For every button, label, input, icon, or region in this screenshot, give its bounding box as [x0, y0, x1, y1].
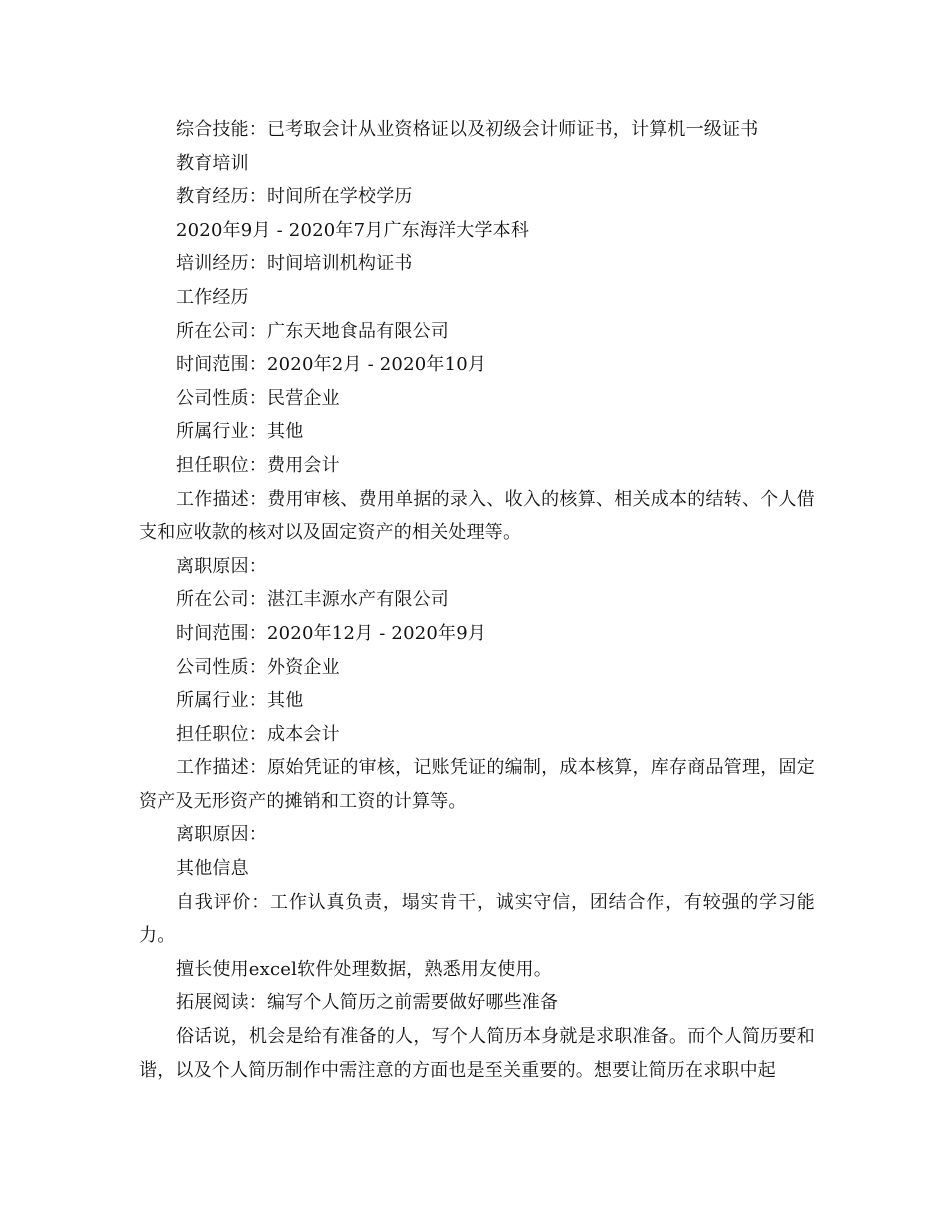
- job1-company-type: 公司性质：民营企业: [176, 387, 340, 409]
- job2-description: 工作描述：原始凭证的审核，记账凭证的编制，成本核算，库存商品管理，固定资产及无形资产的摊销和工资的计算等。: [139, 757, 815, 812]
- job1-company: 所在公司：广东天地食品有限公司: [176, 320, 449, 342]
- job2-company: 所在公司：湛江丰源水产有限公司: [176, 589, 449, 611]
- extended-reading-paragraph: 俗话说，机会是给有准备的人，写个人简历本身就是求职准备。而个人简历要和谐，以及个人简历制作中需注意的方面也是至关重要的。想要让简历在求职中起: [139, 1026, 815, 1081]
- section-heading-other: 其他信息: [176, 858, 249, 880]
- job1-description: 工作描述：费用审核、费用单据的录入、收入的核算、相关成本的结转、个人借支和应收款的核对以及固定资产的相关处理等。: [139, 488, 815, 544]
- education-entry: 2020年9月 - 2020年7月广东海洋大学本科: [176, 219, 530, 241]
- training-history-label: 培训经历：时间培训机构证书: [176, 253, 413, 275]
- job2-period: 时间范围：2020年12月 - 2020年9月: [176, 622, 487, 644]
- document-body: [139, 113, 815, 1087]
- software-skills: 擅长使用excel软件处理数据，熟悉用友使用。: [176, 958, 552, 980]
- job2-company-type: 公司性质：外资企业: [176, 656, 340, 678]
- self-evaluation: 自我评价：工作认真负责，塌实肯干，诚实守信，团结合作，有较强的学习能力。: [139, 891, 815, 947]
- job1-period: 时间范围：2020年2月 - 2020年10月: [176, 354, 487, 376]
- section-heading-work: 工作经历: [176, 286, 249, 308]
- skills-line: 综合技能：已考取会计从业资格证以及初级会计师证书，计算机一级证书: [176, 119, 759, 140]
- job1-position: 担任职位：费用会计: [176, 454, 340, 476]
- section-heading-education: 教育培训: [176, 152, 249, 174]
- job2-leave-reason: 离职原因：: [176, 824, 267, 846]
- job2-position: 担任职位：成本会计: [176, 723, 340, 745]
- job1-leave-reason: 离职原因：: [176, 555, 267, 577]
- job1-industry: 所属行业：其他: [176, 421, 304, 443]
- education-history-label: 教育经历：时间所在学校学历: [176, 186, 413, 208]
- job2-industry: 所属行业：其他: [176, 690, 304, 712]
- extended-reading-title: 拓展阅读：编写个人简历之前需要做好哪些准备: [176, 992, 559, 1014]
